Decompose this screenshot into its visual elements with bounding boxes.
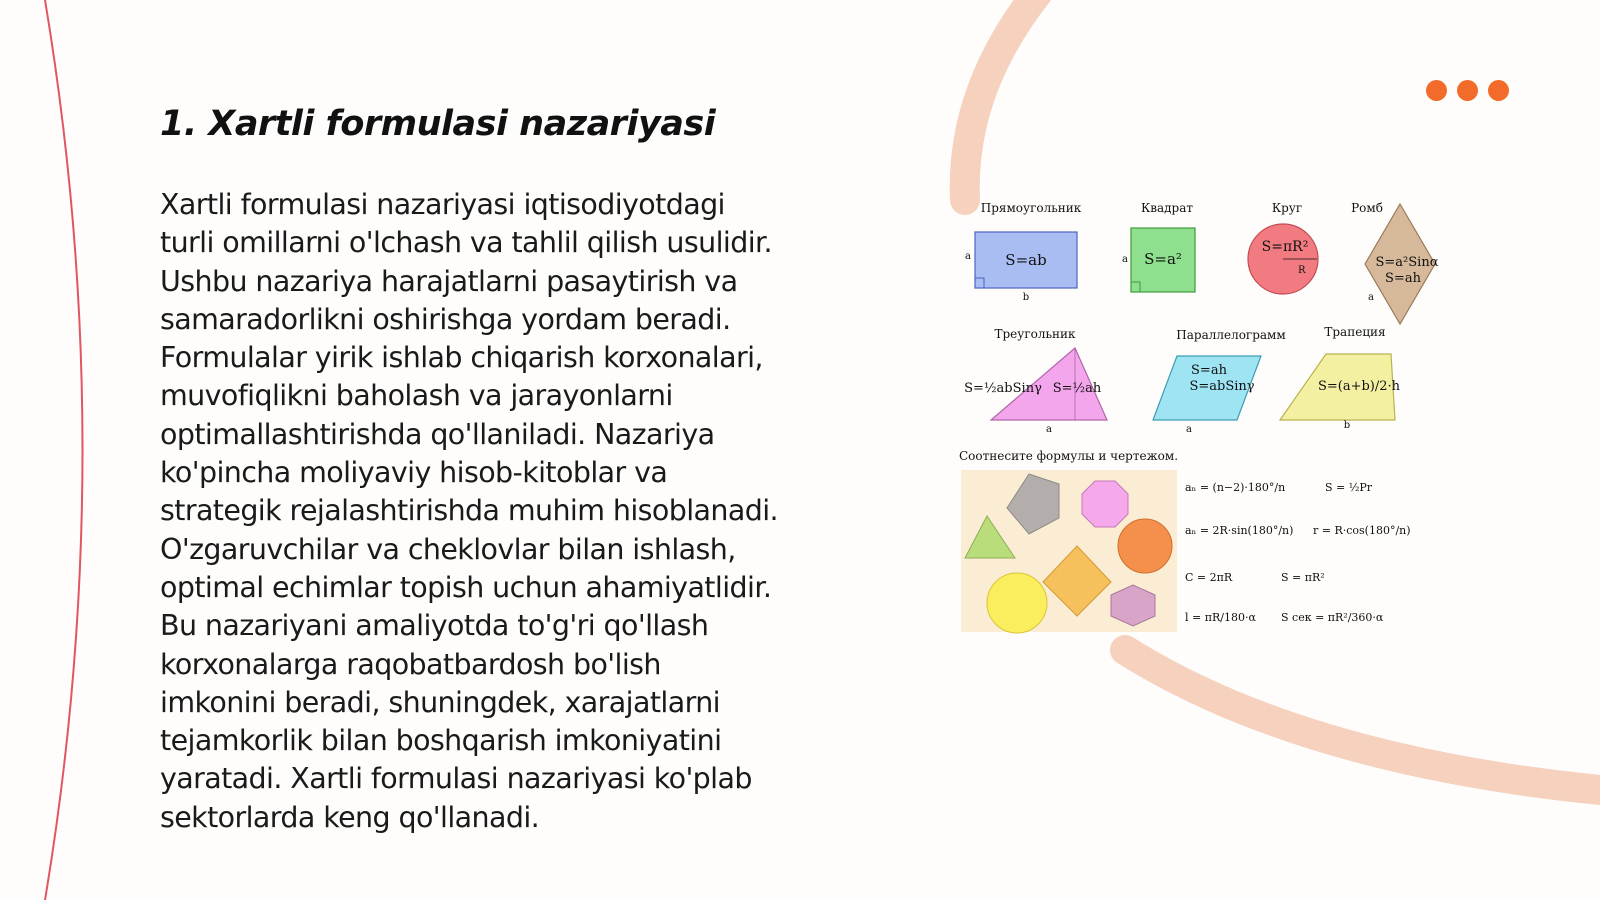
top-arc [965, 0, 1040, 200]
formula-4: r = R·cos(180°/n) [1313, 524, 1411, 537]
body-line: imkonini beradi, shuningdek, xarajatlarni [160, 685, 720, 719]
trapezoid-label: Трапеция [1324, 325, 1386, 339]
circle-label: Круг [1271, 201, 1303, 215]
body-line: strategik rejalashtirishda muhim hisoblanadi. [160, 494, 779, 528]
rhombus-side-a: a [1368, 292, 1374, 303]
geometry-figure [955, 198, 1455, 648]
body-line: Bu nazariyani amaliyotda to'g'ri qo'llash [160, 609, 709, 643]
body-line: korxonalarga raqobatbardosh bo'lish [160, 647, 661, 681]
formula-3: aₙ = 2R·sin(180°/n) [1185, 524, 1294, 537]
body-line: Formulalar yirik ishlab chiqarish korxonalari, [160, 341, 763, 375]
formula-6: S = πR² [1281, 571, 1325, 584]
bottom-arc [1125, 650, 1600, 790]
dot-3 [1488, 80, 1509, 101]
circle-formula: S=πR² [1261, 239, 1309, 255]
body-line: O'zgaruvchilar va cheklovlar bilan ishlash, [160, 532, 736, 566]
parallelogram-label: Параллелограмм [1176, 328, 1286, 342]
formula-1: aₙ = (n−2)·180°/n [1185, 481, 1286, 494]
panel-circle-yellow [987, 573, 1047, 633]
dot-1 [1426, 80, 1447, 101]
triangle-side-a: a [1046, 424, 1052, 435]
rect-side-a: a [965, 251, 971, 262]
body-line: optimal echimlar topish uchun ahamiyatlidir. [160, 570, 772, 604]
square-label: Квадрат [1140, 201, 1194, 215]
body-line: ko'pincha moliyaviy hisob-kitoblar va [160, 456, 668, 490]
body-line: sektorlarda keng qo'llanadi. [160, 800, 540, 834]
body-line: muvofiqlikni baholash va jarayonlarni [160, 379, 673, 413]
parallelogram-formula-2: S=abSinγ [1189, 379, 1255, 394]
rect-formula: S=ab [1005, 251, 1047, 269]
geometry-figure-svg [955, 198, 1455, 648]
body-line: Ushbu nazariya harajatlarni pasaytirish va [160, 264, 738, 298]
square-side-a: a [1122, 254, 1128, 265]
body-line: yaratadi. Xartli formulasi nazariyasi ko'plab [160, 762, 752, 796]
left-red-line [45, 0, 83, 900]
dot-2 [1457, 80, 1478, 101]
body-line: optimallashtirishda qo'llaniladi. Nazariya [160, 417, 715, 451]
body-text [160, 186, 860, 837]
rect-side-b: b [1022, 292, 1030, 303]
parallelogram-formula-1: S=ah [1191, 363, 1227, 378]
panel-circle-orange [1118, 519, 1172, 573]
slide-title: 1. Xartli formulasi nazariyasi [160, 104, 716, 144]
circle-radius-label: R [1298, 265, 1306, 276]
triangle-label: Треугольник [994, 327, 1076, 341]
formula-2: S = ½Pr [1325, 481, 1373, 494]
body-line: turli omillarni o'lchash va tahlil qilish usulidir. [160, 226, 772, 260]
formula-8: S сек = πR²/360·α [1281, 611, 1384, 624]
figure-caption: Соотнесите формулы и чертежом. [959, 449, 1179, 463]
trapezoid-formula: S=(a+b)/2·h [1317, 379, 1401, 394]
rhombus-label: Ромб [1351, 201, 1383, 215]
formula-5: C = 2πR [1185, 571, 1233, 584]
formula-7: l = πR/180·α [1185, 611, 1256, 624]
body-line: samaradorlikni oshirishga yordam beradi. [160, 302, 731, 336]
rhombus-formula-1: S=a²Sinα [1375, 255, 1439, 270]
triangle-formula-1: S=½abSinγ [964, 381, 1042, 396]
body-line: tejamkorlik bilan boshqarish imkoniyatini [160, 724, 722, 758]
body-line: Xartli formulasi nazariyasi iqtisodiyotdagi [160, 188, 725, 221]
square-formula: S=a² [1144, 250, 1182, 268]
panel-octagon [1082, 481, 1128, 527]
decor-dots [1426, 80, 1509, 101]
parallelogram-side-a: a [1186, 424, 1192, 435]
trapezoid-side-b: b [1343, 420, 1351, 431]
triangle-formula-2: S=½ah [1052, 381, 1102, 396]
rect-label: Прямоугольник [980, 201, 1082, 215]
rhombus-formula-2: S=ah [1385, 271, 1421, 286]
